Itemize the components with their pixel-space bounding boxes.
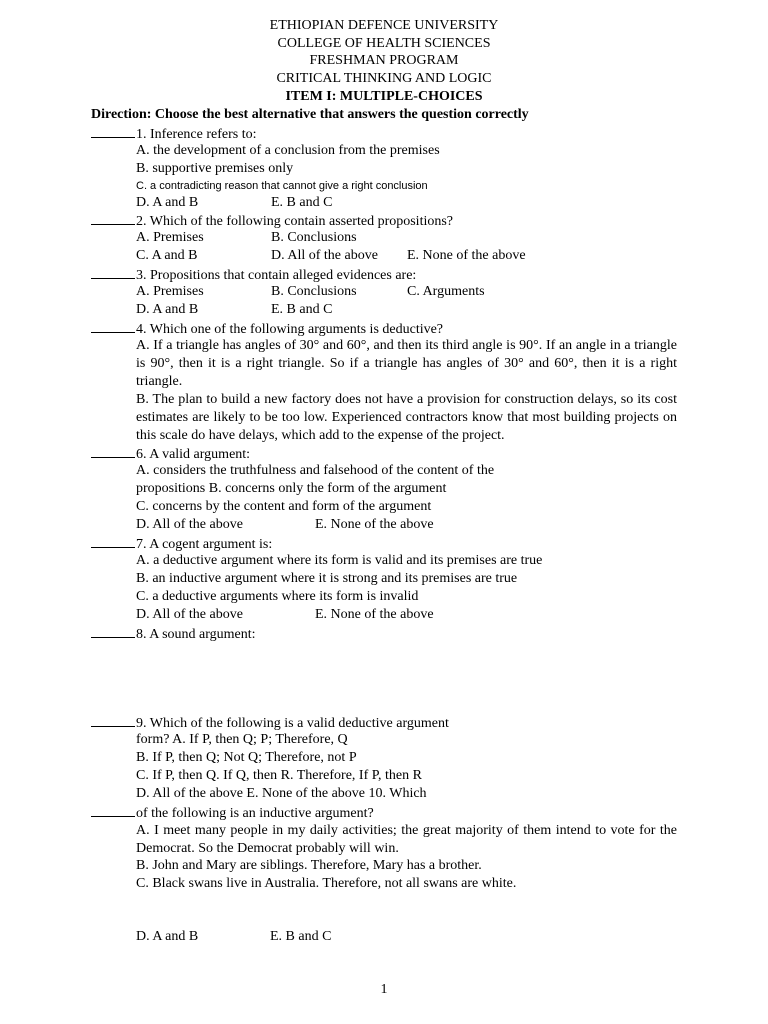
- option: C. If P, then Q. If Q, then R. Therefore, If P, then R: [136, 768, 422, 783]
- option: A. the development of a conclusion from the premises: [136, 143, 440, 158]
- option: B. If P, then Q; Not Q; Therefore, not P: [136, 750, 357, 765]
- question-2: 2. Which of the following contain asserted propositions?: [91, 212, 453, 230]
- answer-blank[interactable]: [91, 125, 135, 138]
- option: D. All of the above: [136, 607, 243, 622]
- option: E. None of the above: [315, 517, 434, 532]
- option: form? A. If P, then Q; P; Therefore, Q: [136, 732, 348, 747]
- option: C. a deductive arguments where its form is invalid: [136, 589, 419, 604]
- question-4: 4. Which one of the following arguments is deductive?: [91, 320, 443, 338]
- program-name: FRESHMAN PROGRAM: [309, 53, 459, 68]
- option: D. A and B: [136, 929, 199, 944]
- option: D. All of the above E. None of the above 10. Which: [136, 786, 427, 801]
- option: D. A and B: [136, 195, 199, 210]
- option: C. Arguments: [407, 284, 485, 299]
- option: E. None of the above: [315, 607, 434, 622]
- answer-blank[interactable]: [91, 625, 135, 638]
- page-number: 1: [380, 982, 388, 997]
- option: B. supportive premises only: [136, 161, 294, 176]
- question-10: of the following is an inductive argument?: [91, 804, 374, 822]
- option: E. B and C: [270, 929, 332, 944]
- question-8: 8. A sound argument:: [91, 625, 256, 643]
- question-9: 9. Which of the following is a valid deductive argument: [91, 714, 449, 732]
- option: E. B and C: [271, 195, 333, 210]
- question-6: 6. A valid argument:: [91, 445, 250, 463]
- answer-blank[interactable]: [91, 266, 135, 279]
- option: B. an inductive argument where it is strong and its premises are true: [136, 571, 518, 586]
- option: A. Premises: [136, 284, 204, 299]
- answer-blank[interactable]: [91, 320, 135, 333]
- answer-blank[interactable]: [91, 445, 135, 458]
- answer-blank[interactable]: [91, 212, 135, 225]
- option: E. B and C: [271, 302, 333, 317]
- option: B. The plan to build a new factory does not have a provision for construction delays, so its cost estimates are likely to be too low. Experienced contractors know that most building projects on this scale do have delays, which add to the expense of the project.: [136, 392, 677, 443]
- section-title: ITEM I: MULTIPLE-CHOICES: [285, 89, 483, 104]
- option: C. a contradicting reason that cannot give a right conclusion: [136, 180, 428, 192]
- college-name: COLLEGE OF HEALTH SCIENCES: [277, 36, 491, 51]
- question-3: 3. Propositions that contain alleged evidences are:: [91, 266, 416, 284]
- question-7: 7. A cogent argument is:: [91, 535, 272, 553]
- option: A. considers the truthfulness and falsehood of the content of the: [136, 463, 495, 478]
- option: C. concerns by the content and form of the argument: [136, 499, 432, 514]
- university-name: ETHIOPIAN DEFENCE UNIVERSITY: [269, 18, 499, 33]
- option: A. Premises: [136, 230, 204, 245]
- option: C. Black swans live in Australia. Therefore, not all swans are white.: [136, 876, 517, 891]
- option: B. Conclusions: [271, 284, 357, 299]
- option: B. John and Mary are siblings. Therefore, Mary has a brother.: [136, 858, 482, 873]
- option: D. A and B: [136, 302, 199, 317]
- question-1: 1. Inference refers to:: [91, 125, 256, 143]
- option: A. a deductive argument where its form is valid and its premises are true: [136, 553, 543, 568]
- option: D. All of the above: [271, 248, 378, 263]
- course-title: CRITICAL THINKING AND LOGIC: [276, 71, 492, 86]
- answer-blank[interactable]: [91, 804, 135, 817]
- option: D. All of the above: [136, 517, 243, 532]
- option: E. None of the above: [407, 248, 526, 263]
- option: A. I meet many people in my daily activities; the great majority of them intend to vote for the Democrat. So the Democrat probably will win.: [136, 823, 677, 856]
- option: B. Conclusions: [271, 230, 357, 245]
- option: A. If a triangle has angles of 30° and 60°, and then its third angle is 90°. If an angle in a triangle is 90°, then it is a right triangle. So if a triangle has angles of 30° and 60°, then it is a right triangle.: [136, 338, 677, 389]
- answer-blank[interactable]: [91, 535, 135, 548]
- directions: Direction: Choose the best alternative that answers the question correctly: [91, 107, 529, 122]
- option: propositions B. concerns only the form of the argument: [136, 481, 447, 496]
- option: C. A and B: [136, 248, 198, 263]
- answer-blank[interactable]: [91, 714, 135, 727]
